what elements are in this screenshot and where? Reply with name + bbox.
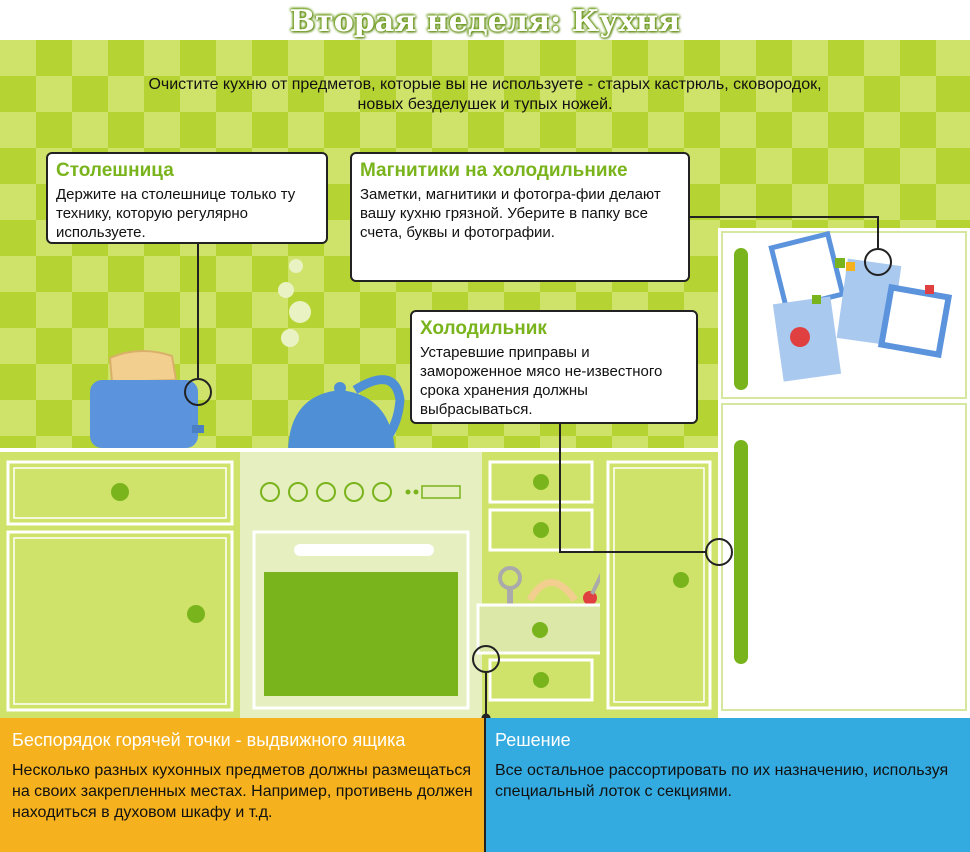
hotspot-title: Беспорядок горячей точки - выдвижного ящика xyxy=(12,730,406,750)
callout-magnets-title: Магнитики на холодильнике xyxy=(360,160,628,181)
callout-magnets xyxy=(350,152,690,282)
left-cabinet xyxy=(0,452,240,718)
callout-fridge-text: Устаревшие приправы и замороженное мясо не-известного срока хранения должны выбрасываться. xyxy=(420,344,663,418)
hotspot-text: Несколько разных кухонных предметов должны размещаться на своих закрепленных местах. Например, противень должен находиться в духовом шкафу и т.д. xyxy=(12,762,473,821)
callout-countertop xyxy=(46,152,328,244)
solution-title: Решение xyxy=(495,730,571,750)
callout-countertop-title: Столешница xyxy=(56,160,174,181)
solution-text: Все остальное рассортировать по их назначению, используя специальный лоток с секциями. xyxy=(495,762,949,800)
intro-line-1: Очистите кухню от предметов, которые вы не используете - старых кастрюль, сковородок, xyxy=(148,76,822,93)
stove-icon xyxy=(240,452,482,718)
right-cabinet xyxy=(600,452,718,718)
panel-divider xyxy=(484,718,486,852)
callout-magnets-text: Заметки, магнитики и фотогра-фии делают вашу кухню грязной. Уберите в папку все счета, буквы и фотографии. xyxy=(360,186,661,241)
counter-edge xyxy=(0,448,718,452)
intro-line-2: новых безделушек и тупых ножей. xyxy=(357,96,613,113)
hotspot-panel xyxy=(0,718,485,852)
callout-countertop-text: Держите на столешнице только ту технику, которую регулярно используете. xyxy=(56,186,296,241)
callout-fridge xyxy=(410,310,698,424)
kettle-icon xyxy=(278,259,400,450)
callout-fridge-title: Холодильник xyxy=(420,318,547,339)
solution-panel xyxy=(485,718,970,852)
page-title: Вторая неделя: Кухня xyxy=(289,4,681,39)
